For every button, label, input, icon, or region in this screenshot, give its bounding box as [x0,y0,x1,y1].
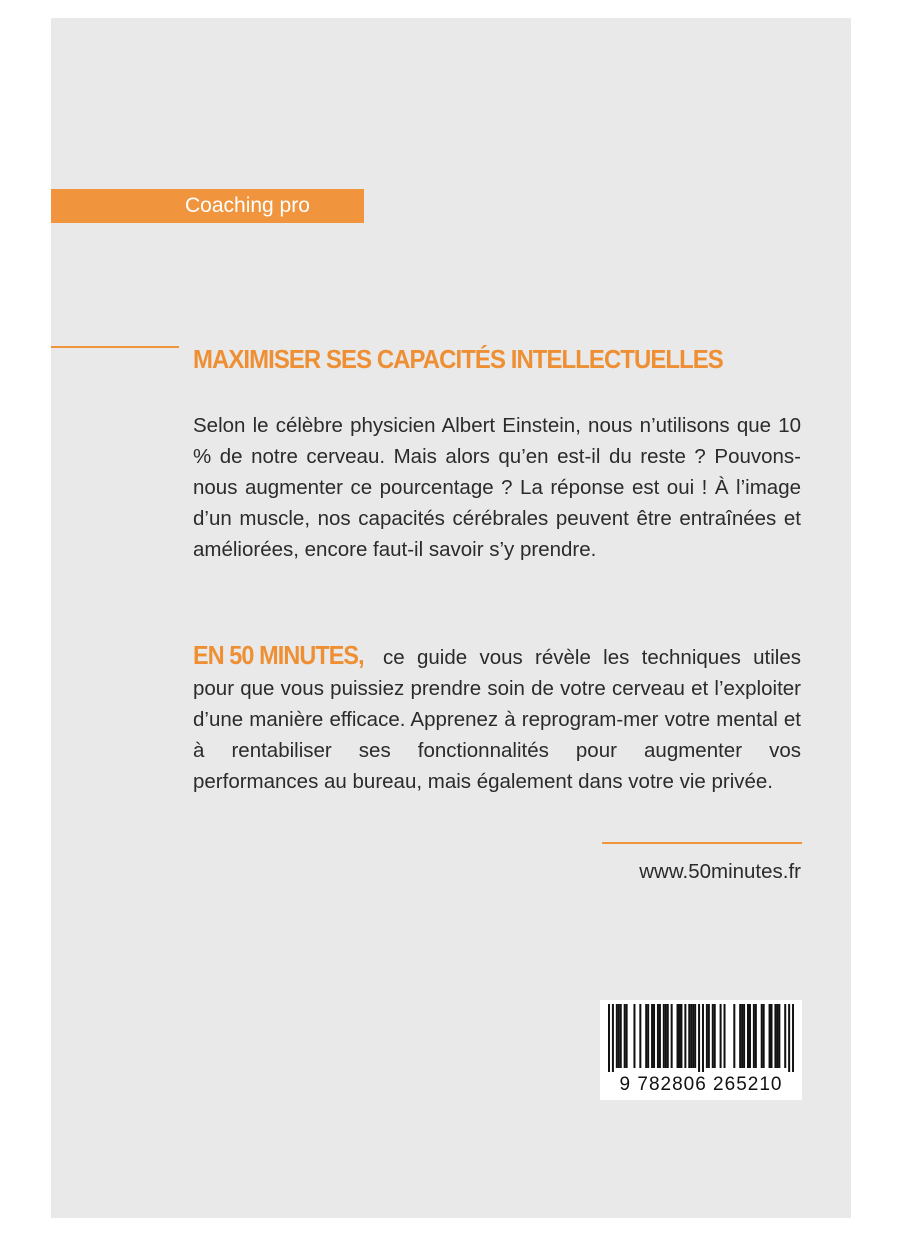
barcode-bar [678,1004,680,1068]
barcode-bar [743,1004,745,1068]
barcode-digits: 9 782806 265210 [619,1074,783,1095]
barcode-bar [612,1004,614,1072]
barcode-bar [755,1004,757,1068]
barcode-bar [651,1004,653,1068]
barcode-bar [671,1004,673,1068]
barcode-bar [712,1004,714,1068]
barcode-bar [647,1004,649,1068]
barcode-bar [684,1004,686,1068]
barcode-bar [692,1004,694,1068]
barcode-bar [761,1004,763,1068]
barcode-bar [667,1004,669,1068]
barcode-bar [763,1004,765,1068]
barcode-bar [702,1004,704,1072]
summary-text: ce guide vous révèle les techniques utiles pour que vous puissiez prendre soin de votre cerveau et l’exploiter d’une manière efficace. Apprenez à reprogram-mer votre mental et à rentabiliser ses fonctionnalités pour augmenter vos performances au bureau, mais également dans votre vie privée. [193,646,801,793]
barcode-bar [753,1004,755,1068]
headline: MAXIMISER SES CAPACITÉS INTELLECTUELLES [193,344,723,374]
barcode-bar [771,1004,773,1068]
barcode-bar [749,1004,751,1068]
barcode-bar [784,1004,786,1068]
intro-paragraph: Selon le célèbre physicien Albert Einstein, nous n’utilisons que 10 % de notre cerveau. Mais alors qu’en est-il du reste ? Pouvons-nous augmenter ce pourcentage ? La réponse est oui ! À l’image d’un muscle, nos capacités cérébrales peuvent être entraînées et améliorées, encore faut-il savoir s’y prendre. [193,414,801,561]
barcode-bar [639,1004,641,1068]
barcode-bar [645,1004,647,1068]
barcode-bar [776,1004,778,1068]
barcode-bar [774,1004,776,1068]
website-url: www.50minutes.fr [639,860,801,883]
barcode-bar [698,1004,700,1072]
barcode-bar [724,1004,726,1068]
barcode-bars [608,1004,794,1072]
barcode-bar [714,1004,716,1068]
barcode-bar [626,1004,628,1068]
barcode-bar [659,1004,661,1068]
barcode-bar [769,1004,771,1068]
barcode-bar [690,1004,692,1068]
barcode-bar [665,1004,667,1068]
barcode-bar [694,1004,696,1068]
barcode-bar [677,1004,679,1068]
barcode-bar [778,1004,780,1068]
barcode-bar [633,1004,635,1068]
barcode-bar [653,1004,655,1068]
back-cover [51,18,851,1218]
barcode [600,1000,802,1100]
barcode-bar [788,1004,790,1072]
barcode-bar [741,1004,743,1068]
accent-rule-right [602,842,802,844]
barcode-bar [657,1004,659,1068]
barcode-bar [608,1004,610,1072]
category-label: Coaching pro [185,194,310,217]
barcode-bar [720,1004,722,1068]
barcode-bar [739,1004,741,1068]
barcode-bar [680,1004,682,1068]
barcode-bar [688,1004,690,1068]
barcode-bar [733,1004,735,1068]
barcode-bar [708,1004,710,1068]
barcode-bar [616,1004,618,1068]
barcode-bar [620,1004,622,1068]
barcode-bar [747,1004,749,1068]
barcode-bar [706,1004,708,1068]
barcode-bar [792,1004,794,1072]
accent-rule-left [51,346,179,348]
summary-paragraph [193,640,801,797]
summary-lead: EN 50 MINUTES, [193,640,364,670]
barcode-bar [624,1004,626,1068]
barcode-bar [663,1004,665,1068]
category-tag [51,189,364,223]
barcode-bar [618,1004,620,1068]
